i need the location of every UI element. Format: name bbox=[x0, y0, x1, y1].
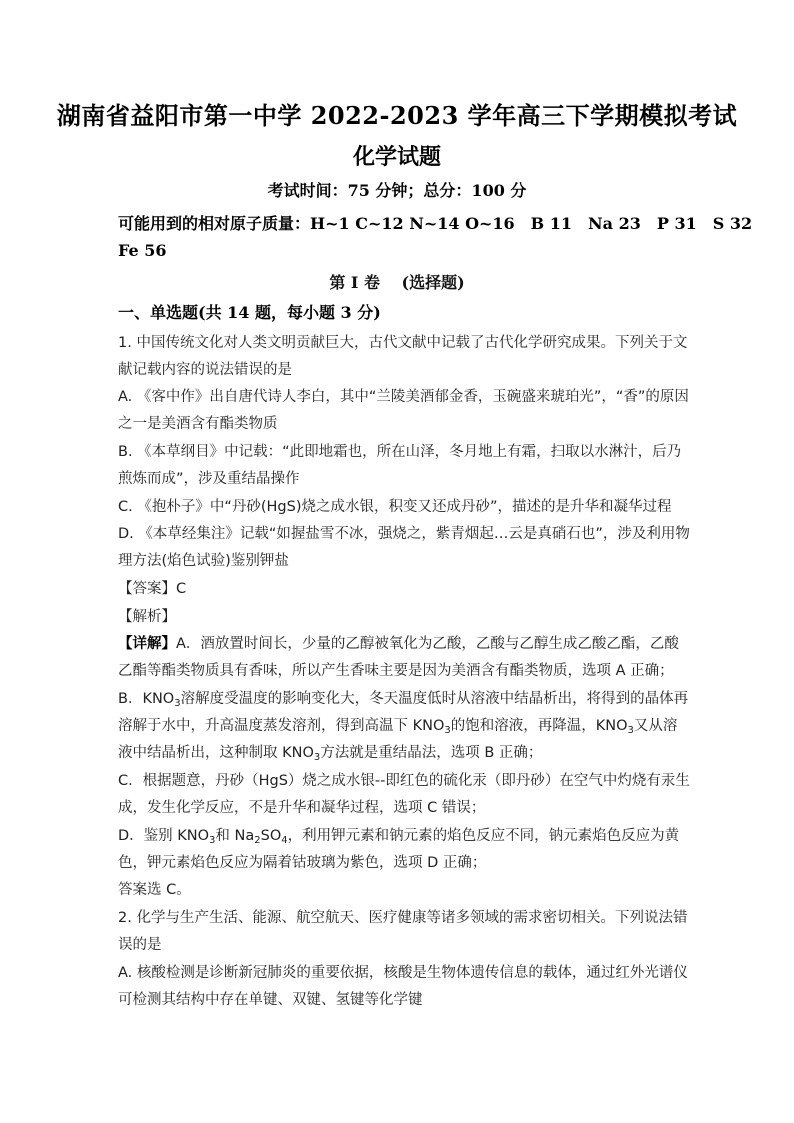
q1-detail-a-line-2: 乙酯等酯类物质具有香味，所以产生香味主要是因为美酒含有酯类物质，选项 A 正确； bbox=[118, 663, 674, 679]
subscript: 3 bbox=[174, 698, 181, 709]
q1-detail-b-text-5: 又从溶 bbox=[633, 718, 678, 734]
q1-detail-c-line-1: C．根据题意，丹砂（HgS）烧之成水银--即红色的硫化汞（即丹砂）在空气中灼烧有汞生 bbox=[118, 773, 690, 789]
q1-detail-b-text-4: 的饱和溶液，再降温，KNO bbox=[450, 718, 628, 734]
subscript: 3 bbox=[627, 725, 634, 736]
q2-option-a-line-2: 可检测其结构中存在单键、双键、氢键等化学键 bbox=[118, 992, 423, 1008]
q2-stem-line-1: 2. 化学与生产生活、能源、航空航天、医疗健康等诸多领域的需求密切相关。下列说法错 bbox=[118, 910, 688, 926]
q1-option-d-line-2: 理方法(焰色试验)鉴别钾盐 bbox=[118, 553, 289, 569]
q2-option-a-line-1: A. 核酸检测是诊断新冠肺炎的重要依据，核酸是生物体遗传信息的载体，通过红外光谱仪 bbox=[118, 965, 688, 981]
volume-heading: 第 I 卷 (选择题) bbox=[329, 273, 465, 292]
q1-detail-b-line-1 bbox=[118, 687, 688, 708]
subscript: 2 bbox=[254, 835, 261, 846]
q1-detail-b-text-7: 方法就是重结晶法，选项 B 正确； bbox=[320, 745, 543, 761]
q1-detail-b-text-3: 溶解于水中，升高温度蒸发溶剂，得到高温下 KNO bbox=[118, 718, 445, 734]
q1-analysis-label: 【解析】 bbox=[118, 609, 176, 625]
section-heading: 一、单选题(共 14 题，每小题 3 分) bbox=[118, 303, 381, 322]
subscript: 3 bbox=[209, 835, 216, 846]
q1-detail-a-line-1 bbox=[118, 632, 679, 653]
q1-option-c-line-1: C. 《抱朴子》中“丹砂(HgS)烧之成水银，积变又还成丹砂”，描述的是升华和凝华过程 bbox=[118, 499, 672, 515]
atomic-mass-line-2: Fe 56 bbox=[118, 241, 167, 260]
q1-detail-a-text: A．酒放置时间长，少量的乙醇被氧化为乙酸，乙酸与乙醇生成乙酸乙酯，乙酸 bbox=[176, 636, 679, 652]
document-subtitle: 化学试题 bbox=[352, 144, 441, 170]
q1-detail-d-text-4: ，利用钾元素和钠元素的焰色反应不同，钠元素焰色反应为黄 bbox=[287, 828, 680, 844]
q1-option-a-line-2: 之一是美酒含有酯类物质 bbox=[118, 416, 278, 432]
q1-detail-tag: 【详解】 bbox=[118, 636, 176, 652]
q1-option-d-line-1: D. 《本草经集注》记载“如握盐雪不冰，强烧之，紫青烟起…云是真硝石也”，涉及利用物 bbox=[118, 526, 690, 542]
q1-detail-b-line-2 bbox=[118, 714, 677, 735]
q1-detail-b-text-1: B．KNO bbox=[118, 691, 175, 707]
q1-detail-b-text-6: 液中结晶析出，这种制取 KNO bbox=[118, 745, 314, 761]
q1-stem-line-2: 献记载内容的说法错误的是 bbox=[118, 362, 292, 378]
q1-option-a-line-1: A. 《客中作》出自唐代诗人李白，其中“兰陵美酒郁金香，玉碗盛来琥珀光”，“香”的原因 bbox=[118, 389, 689, 405]
exam-info: 考试时间：75 分钟；总分：100 分 bbox=[267, 181, 527, 200]
q1-detail-b-text-2: 溶解度受温度的影响变化大，冬天温度低时从溶液中结晶析出，将得到的晶体再 bbox=[180, 691, 689, 707]
subscript: 3 bbox=[313, 752, 321, 763]
subscript: 4 bbox=[281, 835, 288, 846]
q1-detail-d-text-3: SO bbox=[260, 828, 282, 844]
q1-detail-d-text-1: D．鉴别 KNO bbox=[118, 828, 210, 844]
q1-option-b-line-1: B. 《本草纲目》中记载：“此即地霜也，所在山泽，冬月地上有霜，扫取以水淋汁，后乃 bbox=[118, 444, 682, 460]
q1-detail-d-line-2: 色，钾元素焰色反应为隔着钴玻璃为紫色，选项 D 正确； bbox=[118, 855, 487, 871]
q1-detail-d-text-2: 和 Na bbox=[215, 828, 255, 844]
atomic-mass-line-1: 可能用到的相对原子质量：H~1 C~12 N~14 O~16 B 11 Na 23 P 31 S 32 bbox=[118, 214, 753, 233]
q1-stem-line-1: 1. 中国传统文化对人类文明贡献巨大，古代文献中记载了古代化学研究成果。下列关于文 bbox=[118, 335, 688, 351]
q1-option-b-line-2: 煎炼而成”，涉及重结晶操作 bbox=[118, 471, 300, 487]
q1-answer: 【答案】C bbox=[118, 581, 187, 597]
q1-detail-d-line-1 bbox=[118, 824, 679, 845]
q2-stem-line-2: 误的是 bbox=[118, 937, 162, 953]
q1-conclusion: 答案选 C。 bbox=[118, 882, 191, 898]
q1-detail-b-line-3 bbox=[118, 741, 542, 762]
q1-detail-c-line-2: 成，发生化学反应，不是升华和凝华过程，选项 C 错误； bbox=[118, 800, 486, 816]
subscript: 3 bbox=[444, 725, 451, 736]
document-title: 湖南省益阳市第一中学 2022-2023 学年高三下学期模拟考试 bbox=[56, 101, 738, 130]
